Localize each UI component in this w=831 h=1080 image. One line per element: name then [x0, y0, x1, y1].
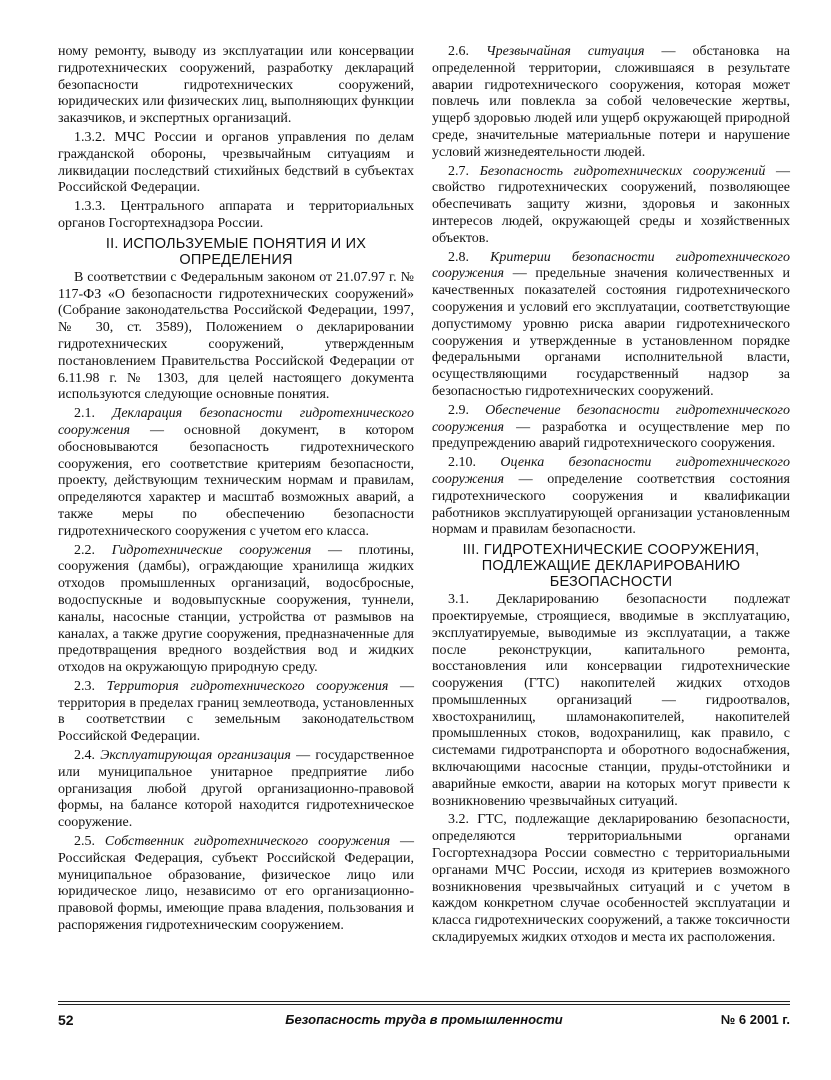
definition-item — [432, 164, 790, 248]
definition-number: 2.6. — [448, 44, 487, 59]
definition-item — [432, 250, 790, 401]
definition-item — [58, 679, 414, 746]
paragraph: 1.3.2. МЧС России и органов управления по делам гражданской обороны, чрезвычайным ситуациям и ликвидации последствий стихийных бедствий в субъектах Российской Федерации. — [58, 129, 414, 196]
definition-number: 2.2. — [74, 542, 112, 558]
definition-item — [58, 543, 414, 677]
definition-text: — основной документ, в котором обосновываются безопасность гидротехнического сооружения, его соответствие критериям безопасности, проекту, действующим техническим нормам и правилам, определяются характер и масштаб возможных аварий, а также меры по обеспечению безопасности гидротехнического сооружения с учетом его класса. — [58, 422, 414, 539]
definition-text: — территория в пределах границ землеотвода, установленных в соответствии с земельным законодательством Российской Федерации. — [58, 678, 415, 745]
paragraph: 3.2. ГТС, подлежащие декларированию безопасности, определяются территориальными органами Госгортехнадзора России совместно с территориальными органами МЧС России, исходя из критериев возможного возникновения чрезвычайных ситуаций и с учетом в каждом конкретном случае особенностей эксплуатации и класса гидротехнических сооружений, а также токсичности складируемых жидких отходов и места их расположения. — [432, 812, 790, 946]
definition-item — [432, 455, 790, 539]
page-footer — [58, 1012, 790, 1032]
definition-term: Территория гидротехнического сооружения — [106, 678, 389, 694]
definition-term: Гидротехнические сооружения — [111, 542, 312, 558]
paragraph: 1.3.3. Центрального аппарата и территориальных органов Госгортехнадзора России. — [58, 199, 414, 231]
definition-term: Декларация безопасности гидротехнического сооружения — [58, 406, 415, 438]
definition-item — [58, 748, 414, 832]
definition-number: 2.5. — [74, 834, 105, 850]
definition-number: 2.10. — [448, 455, 501, 471]
paragraph: 3.1. Декларированию безопасности подлежат проектируемые, строящиеся, вводимые в эксплуатацию, эксплуатируемые, выводимые из эксплуатации, а также после реконструкции, капитального ремонта, восстановления или консервации гидротехнические сооружения (ГТС) накопителей жидких отходов промышленных организаций — гидроотвалов, хвостохранилищ, шламонакопителей, накопителей промышленных стоков, водохранилищ, как правило, с системами гидротранспорта и оборотного водоснабжения, включающими насосные станции, пруды-отстойники и аварийные емкости, аварии на которых могут привести к возникновению чрезвычайных ситуаций. — [432, 592, 790, 809]
definition-number: 2.9. — [448, 402, 486, 418]
issue-info: № 6 2001 г. — [720, 1012, 790, 1027]
definition-number: 2.8. — [448, 249, 491, 265]
definition-number: 2.3. — [74, 678, 107, 694]
definition-term: Безопасность гидротехнических сооружений — [479, 163, 766, 179]
definition-term: Собственник гидротехнического сооружения — [104, 834, 391, 850]
paragraph: ному ремонту, выводу из эксплуатации или консервации гидротехнических сооружений, разработку деклараций безопасности гидротехнических сооружений, юридических или физических лиц, выполняющих функции заказчиков, и экспертных организаций. — [58, 44, 414, 127]
right-column — [432, 44, 790, 949]
section-heading: III. ГИДРОТЕХНИЧЕСКИЕ СООРУЖЕНИЯ, ПОДЛЕЖАЩИЕ ДЕКЛАРИРОВАНИЮ БЕЗОПАСНОСТИ — [462, 542, 760, 591]
section-heading: II. ИСПОЛЬЗУЕМЫЕ ПОНЯТИЯ И ИХ ОПРЕДЕЛЕНИЯ — [105, 235, 367, 268]
definition-text: — свойство гидротехнических сооружений, позволяющее обеспечивать защиту жизни, здоровья и законных интересов людей, окружающей среды и хозяйственных объектов. — [432, 163, 790, 246]
definition-term: Эксплуатирующая организация — [100, 748, 291, 764]
definition-item — [58, 834, 414, 935]
definition-number: 2.7. — [448, 163, 480, 179]
definition-text: — предельные значения количественных и качественных показателей состояния гидротехнического сооружения и условий его эксплуатации, соответствующие допустимому уровню риска аварии гидротехнического сооружения и утвержденные в установленном порядке федеральными органами исполнительной власти, осуществляющими государственный надзор за безопасностью гидротехнических сооружений. — [432, 266, 790, 399]
definition-item — [432, 44, 790, 162]
left-column — [58, 44, 414, 937]
journal-title: Безопасность труда в промышленности — [285, 1012, 563, 1027]
footer-divider — [58, 1004, 790, 1005]
definition-number: 2.4. — [74, 748, 101, 764]
definition-number: 2.1. — [74, 406, 113, 422]
definition-text: — определение соответствия состояния гидротехнического сооружения и квалификации работников эксплуатирующей организации установленным нормам и правилам безопасности. — [432, 471, 790, 538]
page-number: 52 — [58, 1012, 74, 1028]
definition-text: — государственное или муниципальное унитарное предприятие либо организация любой другой организационно-правовой формы, на балансе которой находится гидротехническое сооружение. — [58, 748, 415, 831]
definition-item — [58, 406, 414, 540]
definition-text: — разработка и осуществление мер по предупреждению аварий гидротехнического сооружения. — [432, 419, 790, 452]
definition-term: Критерии безопасности гидротехнического сооружения — [432, 249, 791, 282]
definition-term: Оценка безопасности гидротехнического сооружения — [432, 455, 790, 487]
definition-text: — обстановка на определенной территории, сложившаяся в результате аварии гидротехнического сооружения, которая может повлечь или повлекла за собой человеческие жертвы, ущерб здоровью людей или ущерб окружающей природной среде, значительные материальные потери и нарушение условий жизнедеятельности людей. — [432, 44, 791, 160]
definition-text: — плотины, сооружения (дамбы), ограждающие хранилища жидких отходов промышленных организаций, водосбросные, водоспускные и водовыпускные сооружения, туннели, каналы, насосные станции, устройства от размывов на каналах, а также другие сооружения, предназначенные для предотвращения вредного воздействия вод и жидких отходов на окружающую природную среду. — [58, 542, 414, 676]
definition-term: Чрезвычайная ситуация — [486, 44, 645, 59]
definition-item — [432, 403, 790, 453]
footer-divider — [58, 1001, 790, 1002]
definition-term: Обеспечение безопасности гидротехнического сооружения — [432, 402, 790, 435]
paragraph: В соответствии с Федеральным законом от 21.07.97 г. № 117-ФЗ «О безопасности гидротехнических сооружений» (Собрание законодательства Российской Федерации, 1997, № 30, ст. 3589), Положением о декларировании гидротехнических сооружений, утвержденным постановлением Правительства Российской Федерации от 6.11.98 г. № 1303, для целей настоящего документа используются следующие основные понятия. — [58, 269, 414, 403]
definition-text: — Российская Федерация, субъект Российской Федерации, муниципальное образование, физическое лицо или юридическое лицо, независимо от его организационно-правовой формы, имеющие права владения, пользования и распоряжения гидротехническим сооружением. — [58, 834, 415, 934]
